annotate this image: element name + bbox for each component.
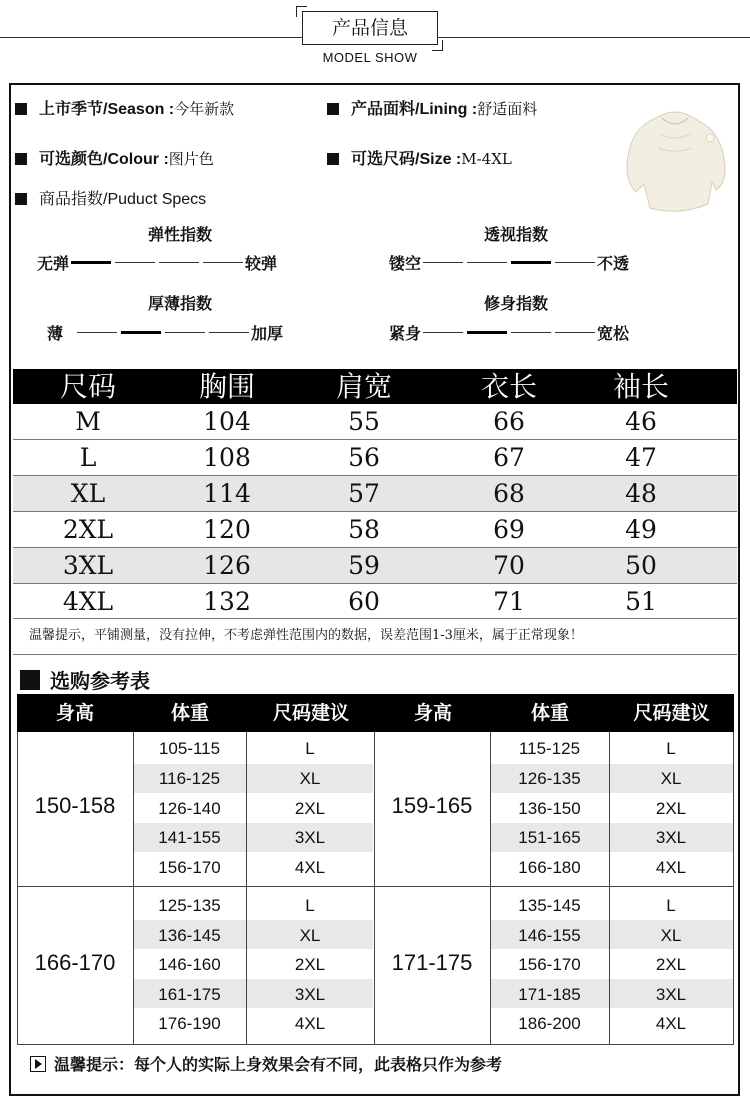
height-group-cell: 150-158	[34, 793, 116, 818]
weight-cell: 151-165	[518, 828, 581, 847]
recommend-cell: XL	[660, 926, 682, 945]
weight-cell: 115-125	[518, 739, 581, 758]
transparency-left-label: 镂空	[389, 254, 422, 273]
weight-cell: 186-200	[518, 1014, 581, 1033]
bust-cell: 108	[203, 443, 251, 472]
specs-row	[15, 186, 206, 209]
height-group-cell: 166-170	[34, 950, 116, 975]
reference-table-header	[17, 694, 734, 732]
grid-line	[17, 886, 734, 887]
size-row-xl	[13, 476, 737, 512]
section-subtitle: MODEL SHOW	[322, 50, 418, 65]
bust-cell: 114	[203, 479, 251, 508]
weight-cell: 176-190	[158, 1014, 221, 1033]
shoulder-cell: 56	[348, 443, 380, 472]
thickness-scale	[47, 321, 283, 344]
header-weight: 体重	[170, 702, 209, 724]
size-row-3xl	[13, 548, 737, 584]
bullet-square-icon	[327, 153, 339, 165]
scale-segment	[511, 332, 551, 333]
length-cell: 70	[493, 551, 525, 580]
scale-segment	[423, 332, 463, 333]
size-range-label: 可选尺码/Size :	[351, 151, 462, 168]
recommend-cell: 4XL	[294, 858, 326, 877]
recommend-cell: L	[666, 739, 676, 758]
size-cell: L	[79, 443, 97, 472]
size-cell: M	[75, 407, 101, 436]
scale-segment	[511, 261, 551, 264]
bust-cell: 120	[203, 515, 251, 544]
season-row	[15, 96, 234, 119]
weight-cell: 126-135	[518, 769, 581, 788]
thickness-title: 厚薄指数	[147, 294, 212, 313]
weight-cell: 161-175	[158, 985, 221, 1004]
header-recommend: 尺码建议	[633, 702, 710, 724]
transparency-right-label: 不透	[597, 254, 630, 273]
length-cell: 67	[493, 443, 525, 472]
weight-cell: 136-150	[518, 799, 581, 818]
weight-cell: 136-145	[158, 926, 221, 945]
sleeve-cell: 47	[625, 443, 657, 472]
scale-segment	[209, 332, 249, 333]
bust-cell: 132	[203, 587, 251, 616]
shoulder-cell: 59	[348, 551, 380, 580]
size-range-row	[327, 146, 512, 169]
transparency-title: 透视指数	[483, 225, 548, 244]
scale-segment	[159, 262, 199, 263]
scale-segment	[555, 262, 595, 263]
fit-title: 修身指数	[483, 294, 548, 313]
lining-row	[327, 96, 537, 119]
weight-cell: 126-140	[158, 799, 221, 818]
recommend-cell: XL	[660, 769, 682, 788]
sleeve-cell: 50	[625, 551, 657, 580]
size-row-l	[13, 440, 737, 476]
size-cell: 4XL	[62, 587, 114, 616]
recommend-cell: 2XL	[655, 799, 687, 818]
size-row-4xl	[13, 584, 737, 619]
bust-cell: 126	[203, 551, 251, 580]
season-value: 今年新款	[174, 100, 235, 118]
recommend-cell: 2XL	[655, 955, 687, 974]
size-table-header	[13, 369, 737, 404]
recommend-cell: 3XL	[294, 985, 326, 1004]
recommend-cell: 2XL	[294, 955, 326, 974]
header-sleeve: 袖长	[612, 370, 669, 403]
colour-label: 可选颜色/Colour :	[39, 151, 169, 168]
header-recommend: 尺码建议	[272, 702, 349, 724]
colour-row	[15, 146, 214, 169]
bullet-square-icon	[327, 103, 339, 115]
weight-cell: 171-185	[518, 985, 581, 1004]
lining-label: 产品面料/Lining :	[351, 101, 478, 118]
recommend-cell: 4XL	[294, 1014, 326, 1033]
header-height: 身高	[55, 702, 94, 724]
lining-value: 舒适面料	[477, 100, 538, 118]
sleeve-cell: 48	[625, 479, 657, 508]
scale-segment	[71, 261, 111, 264]
recommend-cell: 2XL	[294, 799, 326, 818]
size-row-m	[13, 404, 737, 440]
header-bust: 胸围	[198, 370, 255, 403]
size-cell: 2XL	[62, 515, 114, 544]
bullet-square-icon	[15, 153, 27, 165]
header-rule-left	[0, 37, 302, 38]
grid-line	[17, 732, 18, 1044]
elasticity-scale	[37, 251, 277, 274]
recommend-cell: 3XL	[655, 985, 687, 1004]
elasticity-right-label: 较弹	[245, 254, 278, 273]
scale-segment	[467, 262, 507, 263]
sleeve-cell: 51	[625, 587, 657, 616]
footer-tip	[30, 1052, 502, 1075]
length-cell: 66	[493, 407, 525, 436]
header-height: 身高	[413, 702, 452, 724]
recommend-cell: 3XL	[294, 828, 326, 847]
fit-right-label: 宽松	[597, 324, 630, 343]
height-group-cell: 171-175	[391, 950, 473, 975]
colour-value: 图片色	[168, 150, 214, 168]
shoulder-cell: 60	[348, 587, 380, 616]
weight-cell: 146-160	[158, 955, 221, 974]
bullet-square-icon	[15, 193, 27, 205]
length-cell: 68	[493, 479, 525, 508]
scale-segment	[423, 262, 463, 263]
section-title: 产品信息	[302, 11, 438, 45]
recommend-cell: L	[305, 739, 315, 758]
recommend-cell: L	[305, 896, 315, 915]
recommend-cell: XL	[299, 769, 321, 788]
weight-cell: 105-115	[158, 739, 221, 758]
scale-segment	[203, 262, 243, 263]
fit-left-label: 紧身	[389, 324, 422, 343]
scale-segment	[121, 331, 161, 334]
bullet-square-icon	[20, 670, 40, 690]
header-rule-right	[436, 37, 750, 38]
size-cell: XL	[70, 479, 106, 508]
scale-segment	[555, 332, 595, 333]
play-icon	[30, 1056, 46, 1072]
shoulder-cell: 57	[348, 479, 380, 508]
weight-cell: 166-180	[518, 858, 581, 877]
elasticity-title: 弹性指数	[147, 225, 212, 244]
weight-cell: 141-155	[158, 828, 221, 847]
size-cell: 3XL	[62, 551, 114, 580]
scale-segment	[165, 332, 205, 333]
weight-cell: 156-170	[158, 858, 221, 877]
recommend-cell: 4XL	[655, 858, 687, 877]
height-group-cell: 159-165	[391, 793, 473, 818]
weight-cell: 135-145	[518, 896, 581, 915]
scale-segment	[77, 332, 117, 333]
season-label: 上市季节/Season :	[39, 101, 175, 118]
header-weight: 体重	[530, 702, 569, 724]
size-range-value: M-4XL	[461, 150, 512, 168]
sleeve-cell: 49	[625, 515, 657, 544]
elasticity-left-label: 无弹	[37, 254, 70, 273]
weight-cell: 116-125	[158, 769, 221, 788]
size-row-2xl	[13, 512, 737, 548]
bullet-square-icon	[15, 103, 27, 115]
grid-line	[17, 1044, 734, 1045]
grid-line	[374, 732, 375, 1044]
specs-label: 商品指数/Puduct Specs	[39, 191, 207, 208]
recommend-cell: XL	[299, 926, 321, 945]
footer-tip-text: 温馨提示：每个人的实际上身效果会有不同，此表格只作为参考	[54, 1055, 503, 1074]
reference-title: 选购参考表	[50, 669, 150, 693]
scale-segment	[115, 262, 155, 263]
scale-segment	[467, 331, 507, 334]
recommend-cell: 4XL	[655, 1014, 687, 1033]
measurement-note: 温馨提示，平铺测量，没有拉伸，不考虑弹性范围内的数据，误差范围1-3厘米，属于正常现象！	[13, 618, 737, 655]
fit-scale	[389, 321, 629, 344]
weight-cell: 156-170	[518, 955, 581, 974]
shoulder-cell: 55	[348, 407, 380, 436]
reference-title-row	[20, 665, 150, 694]
shoulder-cell: 58	[348, 515, 380, 544]
header-size: 尺码	[59, 370, 116, 403]
header-shoulder: 肩宽	[335, 370, 392, 403]
weight-cell: 146-155	[518, 926, 581, 945]
thickness-right-label: 加厚	[251, 324, 284, 343]
weight-cell: 125-135	[158, 896, 221, 915]
length-cell: 71	[493, 587, 525, 616]
header-length: 衣长	[480, 370, 537, 403]
recommend-cell: 3XL	[655, 828, 687, 847]
transparency-scale	[389, 251, 629, 274]
sleeve-cell: 46	[625, 407, 657, 436]
recommend-cell: L	[666, 896, 676, 915]
thickness-left-label: 薄	[47, 324, 64, 343]
length-cell: 69	[493, 515, 525, 544]
grid-line	[733, 732, 734, 1044]
garment-photo	[620, 104, 730, 222]
bust-cell: 104	[203, 407, 251, 436]
